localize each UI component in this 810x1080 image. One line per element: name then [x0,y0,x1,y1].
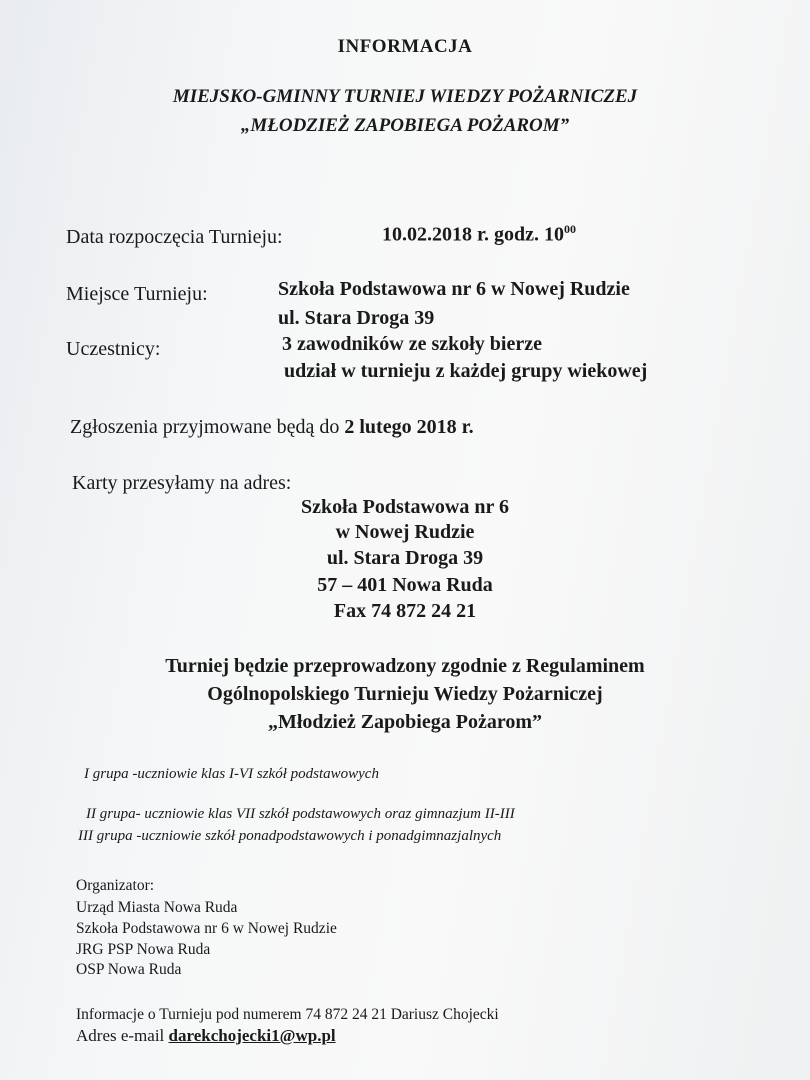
cards-label: Karty przesyłamy na adres: [72,472,292,494]
place-label: Miejsce Turnieju: [66,283,208,305]
address-line: w Nowej Rudzie [335,521,475,543]
organizer-item: Urząd Miasta Nowa Ruda [76,899,238,916]
participants-line2: udział w turnieju z każdej grupy wiekowej [284,360,648,382]
email-line [76,1026,336,1046]
organizer-item: Szkoła Podstawowa nr 6 w Nowej Rudzie [76,920,337,937]
place-line1: Szkoła Podstawowa nr 6 w Nowej Rudzie [278,278,630,300]
participants-label: Uczestnicy: [66,338,161,360]
address-line: ul. Stara Droga 39 [326,547,484,569]
deadline-date: 2 lutego 2018 r. [344,416,474,438]
contact-info: Informacje o Turnieju pod numerem 74 872 24 21 Dariusz Chojecki [76,1006,499,1023]
start-date-value [382,222,576,247]
tournament-motto: „MŁODZIEŻ ZAPOBIEGA POŻAROM” [240,115,570,136]
age-group-2: II grupa- uczniowie klas VII szkół podstawowych oraz gimnazjum II-III [86,806,515,822]
start-time-minutes: 00 [564,222,577,236]
email-label: Adres e-mail [76,1026,169,1045]
document-heading: INFORMACJA [337,36,473,57]
organizer-item: OSP Nowa Ruda [76,961,182,978]
regulation-line: Turniej będzie przeprowadzony zgodnie z Regulaminem [165,655,645,677]
tournament-title: MIEJSKO-GMINNY TURNIEJ WIEDZY POŻARNICZEJ [172,86,638,107]
address-fax: Fax 74 872 24 21 [333,600,477,622]
deadline-line [70,416,474,439]
place-line2: ul. Stara Droga 39 [278,307,435,329]
organizer-item: JRG PSP Nowa Ruda [76,941,211,958]
start-date-text: 10.02.2018 r. godz. 10 [382,223,565,246]
organizer-label: Organizator: [76,877,155,894]
email-address: darekchojecki1@wp.pl [168,1026,336,1045]
start-date-label: Data rozpoczęcia Turnieju: [66,226,283,248]
deadline-text: Zgłoszenia przyjmowane będą do [70,416,345,438]
address-line: 57 – 401 Nowa Ruda [317,574,493,596]
regulation-line: Ogólnopolskiego Turnieju Wiedzy Pożarniczej [207,683,603,705]
age-group-1: I grupa -uczniowie klas I-VI szkół podstawowych [84,766,379,782]
address-line: Szkoła Podstawowa nr 6 [301,496,509,518]
age-group-3: III grupa -uczniowie szkół ponadpodstawowych i ponadgimnazjalnych [78,828,502,844]
participants-line1: 3 zawodników ze szkoły bierze [282,333,542,355]
regulation-motto: „Młodzież Zapobiega Pożarom” [267,711,543,733]
